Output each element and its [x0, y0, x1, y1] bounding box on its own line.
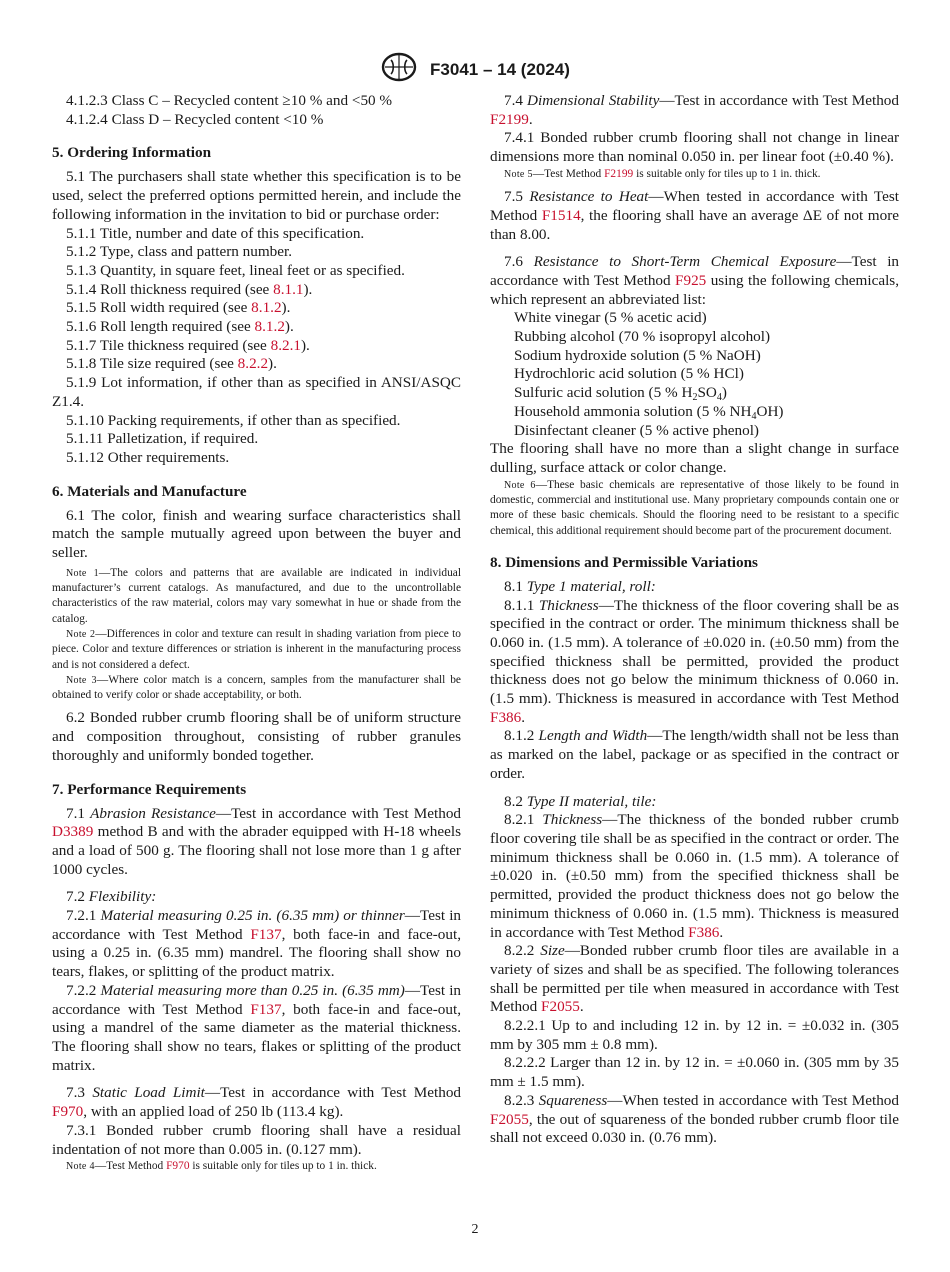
para-7-1: 7.1 Abrasion Resistance—Test in accordance with Test Method D3389 method B and with the abrader equipped with H-18 wheels and a load of 500 g. The flooring shall not lose more than 1 g after 1000 cycles.: [52, 804, 462, 878]
link-f2055[interactable]: F2055: [541, 998, 580, 1016]
para-5-1-4: 5.1.4 Roll thickness required (see 8.1.1).: [66, 280, 313, 298]
chemical-alcohol: Rubbing alcohol (70 % isopropyl alcohol): [514, 328, 771, 346]
para-8-2-3: 8.2.3 Squareness—When tested in accordance with Test Method F2055, the out of squareness of the bonded rubber crumb floor tile shall not exceed 0.030 in. (0.76 mm).: [490, 1091, 899, 1147]
link-8-1-1[interactable]: 8.1.1: [273, 280, 304, 298]
para-7-6: 7.6 Resistance to Short-Term Chemical Exposure—Test in accordance with Test Method F925 using the following chemicals, which represent an abbreviated list:: [490, 253, 900, 308]
para-5-1: 5.1 The purchasers shall state whether this specification is to be used, select the preferred options permitted herein, and include the following information in the invitation to bid or purchase order:: [52, 168, 461, 223]
para-8-1-1: 8.1.1 Thickness—The thickness of the floor covering shall be as specified in the contract or order. The minimum thickness shall be 0.060 in. (1.5 mm). A tolerance of ±0.020 in. (±0.50 mm) from the specified thickness shall be permitted, provided the product thickness does not go below the minimum thickness of 0.060 in. (1.5 mm). Thickness is measured in accordance with Test Method F386.: [490, 596, 900, 726]
para-5-1-10: 5.1.10 Packing requirements, if other than as specified.: [66, 411, 401, 429]
link-f386[interactable]: F386: [490, 708, 522, 726]
para-7-4: 7.4 Dimensional Stability—Test in accordance with Test Method F2199.: [490, 92, 899, 128]
link-f970[interactable]: F970: [52, 1103, 84, 1121]
para-7-4-1: 7.4.1 Bonded rubber crumb flooring shall not change in linear dimensions more than nominal 0.050 in. per linear foot (±0.40 %).: [490, 129, 899, 166]
para-5-1-1: 5.1.1 Title, number and date of this specification.: [66, 224, 365, 242]
section-7-heading: 7. Performance Requirements: [52, 780, 247, 798]
link-f137[interactable]: F137: [250, 1000, 282, 1018]
link-d3389[interactable]: D3389: [52, 823, 94, 841]
para-8-2-2-2: 8.2.2.2 Larger than 12 in. by 12 in. = ±0.060 in. (305 mm by 35 mm ± 1.5 mm).: [490, 1054, 899, 1091]
link-8-1-2[interactable]: 8.1.2: [254, 318, 285, 336]
para-7-2: 7.2 Flexibility:: [66, 888, 157, 906]
para-5-1-6: 5.1.6 Roll length required (see 8.1.2).: [66, 318, 294, 336]
para-7-5: 7.5 Resistance to Heat—When tested in accordance with Test Method F1514, the flooring shall have an average ΔE of not more than 8.00.: [490, 188, 899, 243]
para-7-6-after: The flooring shall have no more than a slight change in surface dulling, surface attack or color change.: [490, 440, 899, 476]
chemical-naoh: Sodium hydroxide solution (5 % NaOH): [514, 346, 761, 364]
link-8-1-2[interactable]: 8.1.2: [251, 299, 282, 317]
para-6-1: 6.1 The color, finish and wearing surface characteristics shall match the sample mutually agreed upon between the buyer and seller.: [52, 506, 461, 562]
page-number: 2: [471, 1222, 479, 1237]
note-2: Note 2—Differences in color and texture can result in shading variation from piece to piece. Color and texture differences or striation is inherent in the manufacturing process and is not considered a defect.: [52, 627, 461, 671]
para-5-1-8: 5.1.8 Tile size required (see 8.2.2).: [66, 355, 277, 373]
left-column: [52, 92, 461, 1175]
para-8-2: 8.2 Type II material, tile:: [504, 792, 657, 810]
link-8-2-1[interactable]: 8.2.1: [270, 336, 301, 354]
para-7-3-1: 7.3.1 Bonded rubber crumb flooring shall have a residual indentation of not more than 0.005 in. (0.127 mm).: [52, 1121, 461, 1158]
link-f2055[interactable]: F2055: [490, 1110, 529, 1128]
chemical-hcl: Hydrochloric acid solution (5 % HCl): [514, 365, 744, 383]
para-5-1-2: 5.1.2 Type, class and pattern number.: [66, 243, 292, 261]
section-6-heading: 6. Materials and Manufacture: [52, 482, 247, 500]
note-4: Note 4—Test Method F970 is suitable only for tiles up to 1 in. thick.: [66, 1160, 377, 1173]
para-7-2-2: 7.2.2 Material measuring more than 0.25 in. (6.35 mm)—Test in accordance with Test Method F137, both face-in and face-out, using a mandrel of the same diameter as the material thickness. The flooring shall show no tears, flakes or splitting of the product matrix.: [52, 981, 462, 1074]
section-8-heading: 8. Dimensions and Permissible Variations: [490, 553, 758, 571]
link-f1514[interactable]: F1514: [541, 206, 581, 224]
note-1: Note 1—The colors and patterns that are available are indicated in individual manufacturer’s current catalogs. As manufactured, and due to the uncontrollable characteristics of the raw material, colors may vary somewhat in hue or shade from the catalog.: [52, 566, 461, 625]
link-f137[interactable]: F137: [250, 925, 282, 943]
para-8-2-2: 8.2.2 Size—Bonded rubber crumb floor tiles are available in a variety of sizes and shall be as specified. The following tolerances shall be permitted per tile when measured in accordance with Test Method F2055.: [490, 942, 900, 1016]
class-c-item: 4.1.2.3 Class C – Recycled content ≥10 % and <50 %: [66, 92, 393, 109]
para-5-1-9: 5.1.9 Lot information, if other than as specified in ANSI/ASQC Z1.4.: [52, 374, 461, 410]
link-8-2-2[interactable]: 8.2.2: [237, 355, 269, 373]
para-5-1-12: 5.1.12 Other requirements.: [66, 448, 230, 466]
note-3: Note 3—Where color match is a concern, samples from the manufacturer shall be obtained to verify color or shade acceptability, or both.: [52, 673, 461, 702]
para-5-1-5: 5.1.5 Roll width required (see 8.1.2).: [66, 299, 291, 317]
link-f2199[interactable]: F2199: [490, 110, 529, 128]
para-5-1-7: 5.1.7 Tile thickness required (see 8.2.1).: [66, 336, 310, 354]
para-8-1-2: 8.1.2 Length and Width—The length/width shall not be less than as marked on the label, package or as specified in the contract or order.: [490, 727, 899, 782]
para-8-2-1: 8.2.1 Thickness—The thickness of the bonded rubber crumb floor covering tile shall be as specified in the contract or order. The minimum thickness shall be 0.060 in. (1.5 mm). A tolerance of ±0.020 in. (±0.50 mm) from the specified thickness shall be permitted, provided the product thickness does not go below the minimum thickness of 0.060 in. (1.5 mm). Thickness is measured in accordance with Test Method F386.: [490, 811, 900, 941]
para-6-2: 6.2 Bonded rubber crumb flooring shall be of uniform structure and composition throughout, consisting of rubber granules thoroughly and uniformly bonded together.: [52, 709, 461, 764]
para-7-3: 7.3 Static Load Limit—Test in accordance with Test Method F970, with an applied load of 250 lb (113.4 kg).: [52, 1084, 462, 1121]
link-f970[interactable]: F970: [166, 1160, 190, 1173]
para-5-1-11: 5.1.11 Palletization, if required.: [66, 430, 259, 448]
para-8-2-2-1: 8.2.2.1 Up to and including 12 in. by 12 in. = ±0.032 in. (305 mm by 305 mm ± 0.8 mm).: [490, 1017, 899, 1053]
page-header: [0, 52, 950, 87]
para-8-1: 8.1 Type 1 material, roll:: [504, 577, 656, 595]
link-f386[interactable]: F386: [688, 923, 720, 941]
chemical-phenol: Disinfectant cleaner (5 % active phenol): [514, 421, 759, 439]
note-6: Note 6—These basic chemicals are representative of those likely to be found in domestic, commercial and institutional use. Many proprietary compounds contain one or more of these basic chemicals. Should the flooring need to be resistant to a specific chemical, this additional requirement should become part of the procurement document.: [490, 478, 899, 537]
right-column: [490, 92, 899, 1148]
chemical-sulfuric: Sulfuric acid solution (5 % $H_2SO_4$): [514, 384, 727, 404]
note-5: Note 5—Test Method F2199 is suitable only for tiles up to 1 in. thick.: [504, 167, 821, 180]
section-5-heading: 5. Ordering Information: [52, 144, 212, 162]
link-f925[interactable]: F925: [675, 271, 707, 289]
para-7-2-1: 7.2.1 Material measuring 0.25 in. (6.35 mm) or thinner—Test in accordance with Test Method F137, both face-in and face-out, using a 0.25 in. (6.35 mm) mandrel. The flooring shall show no tears, flakes, or splitting of the product matrix.: [52, 907, 462, 981]
chemical-ammonia: Household ammonia solution (5 % $NH_4OH$): [514, 402, 784, 422]
class-d-item: 4.1.2.4 Class D – Recycled content <10 %: [66, 110, 324, 128]
chemical-vinegar: White vinegar (5 % acetic acid): [514, 309, 707, 327]
document-designation: F3041 – 14 (2024): [430, 59, 570, 79]
link-f2199[interactable]: F2199: [604, 167, 634, 180]
astm-logo-icon: [380, 52, 418, 87]
para-5-1-3: 5.1.3 Quantity, in square feet, lineal feet or as specified.: [66, 261, 405, 279]
